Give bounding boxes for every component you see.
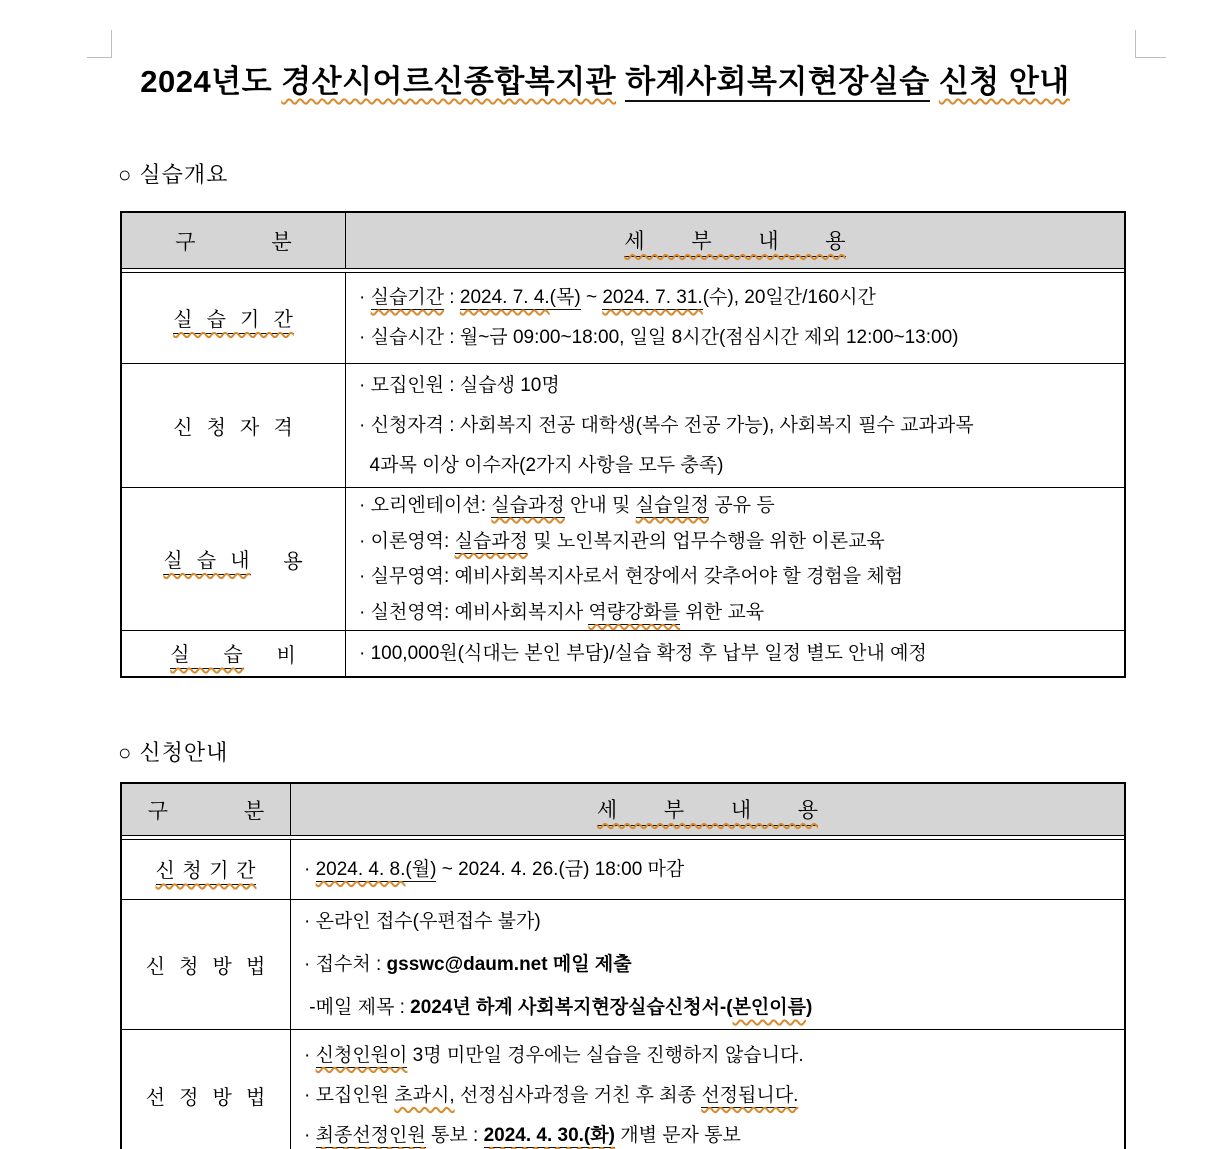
row-content-cell xyxy=(291,1030,1124,1149)
row-content-cell xyxy=(291,900,1124,1029)
content-line xyxy=(359,446,1124,486)
text-segment: (수), 20일간/160시간 xyxy=(702,287,876,308)
table-header-row xyxy=(122,213,1124,269)
text-segment: ) xyxy=(806,997,813,1018)
text-segment: 2024년 하계 사회복지현장실습신청서-( xyxy=(410,997,733,1018)
text-segment: · 실습시간 : 월~금 09:00~18:00, 일일 8시간(점심시간 제외 12:00~13:00) xyxy=(359,327,959,348)
table-row xyxy=(122,839,1124,899)
table-row xyxy=(122,363,1124,487)
header-col1-cell xyxy=(122,784,291,835)
text-segment: 2024. 4. 8. xyxy=(315,858,406,880)
text-segment: 안내 및 xyxy=(564,495,636,516)
content-line xyxy=(359,318,1124,358)
text-segment: 비 xyxy=(243,645,297,667)
text-segment: 구 분 xyxy=(147,799,265,823)
text-segment: 최종선정인원 xyxy=(315,1124,426,1146)
page-margin-mark-right xyxy=(1135,30,1166,58)
row-content-cell xyxy=(291,840,1124,899)
text-segment: 신 청 방 법 xyxy=(145,956,267,978)
content-line xyxy=(359,524,1124,560)
content-line xyxy=(304,1036,1124,1076)
text-segment: 통보 : xyxy=(425,1124,484,1146)
table-row xyxy=(122,487,1124,630)
text-segment: 실습일정 xyxy=(635,495,710,516)
section-heading-overview: ○ 실습개요 xyxy=(118,162,229,187)
text-segment: 실 습 xyxy=(170,638,243,669)
text-segment: 2024. 7. 4. xyxy=(459,287,550,308)
text-segment: 용 xyxy=(250,550,304,573)
text-segment: 선정됩니다. xyxy=(701,1084,799,1106)
content-line xyxy=(359,488,1124,524)
text-segment xyxy=(616,64,625,99)
table-row xyxy=(122,272,1124,363)
text-segment: · 오리엔테이션: xyxy=(359,495,492,516)
row-label-cell xyxy=(122,1030,291,1149)
text-segment: · xyxy=(304,1044,316,1066)
text-segment: 구 분 xyxy=(175,230,292,254)
text-segment: 실습과정 xyxy=(491,495,565,516)
text-segment: 공유 등 xyxy=(709,495,775,516)
text-segment: 3명 미만일 경우에는 실습을 진행하지 않습니다. xyxy=(407,1044,804,1066)
row-label-cell xyxy=(122,364,346,487)
table-row xyxy=(122,899,1124,1029)
row-label-cell xyxy=(122,273,346,363)
application-table xyxy=(120,782,1126,1149)
text-segment: 실 습 내 xyxy=(163,544,250,575)
header-col2-cell xyxy=(291,784,1124,835)
page-margin-mark-left xyxy=(87,30,112,58)
content-line xyxy=(304,850,1124,890)
row-label-cell xyxy=(122,631,346,676)
text-segment: : xyxy=(444,287,460,308)
text-segment: 초과시, xyxy=(394,1084,455,1106)
header-col1-cell xyxy=(122,213,346,268)
text-segment: 선정심사과정을 거친 후 최종 xyxy=(454,1084,702,1106)
text-segment: 역량강화를 xyxy=(588,601,681,623)
text-segment: · 100,000원(식대는 본인 부담)/실습 확정 후 납부 일정 별도 안내 예정 xyxy=(359,642,927,664)
content-line xyxy=(359,595,1124,631)
content-line xyxy=(304,1116,1124,1149)
text-segment: 실습과정 xyxy=(454,530,529,552)
text-segment: · xyxy=(304,858,316,880)
text-segment: 신청 안내 xyxy=(938,64,1070,99)
content-line xyxy=(359,559,1124,595)
text-segment: 본인이름 xyxy=(732,997,806,1018)
text-segment: 세 부 내 용 xyxy=(624,225,845,257)
page-title xyxy=(0,56,1210,101)
text-segment: · 신청자격 : 사회복지 전공 대학생(복수 전공 가능), 사회복지 필수 교과과목 xyxy=(359,414,974,436)
text-segment: · xyxy=(304,1124,316,1146)
header-col2-cell xyxy=(346,213,1124,268)
text-segment: · 실무영역: 예비사회복지사로서 현장에서 갖추어야 할 경험을 체험 xyxy=(359,566,904,587)
text-segment: · 모집인원 : 실습생 10명 xyxy=(359,374,560,396)
text-segment: 개별 문자 통보 xyxy=(614,1124,741,1146)
overview-table xyxy=(120,211,1126,678)
text-segment: · 접수처 : xyxy=(304,954,387,975)
text-segment: 4과목 이상 이수자(2가지 사항을 모두 충족) xyxy=(359,454,724,476)
section-heading-application: ○ 신청안내 xyxy=(118,740,229,765)
row-label-cell xyxy=(122,488,346,630)
row-content-cell xyxy=(346,364,1124,487)
row-content-cell xyxy=(346,488,1124,630)
text-segment: 2024. 7. 31. xyxy=(602,287,703,308)
table-row xyxy=(122,630,1124,676)
text-segment: (목) xyxy=(549,287,581,308)
text-segment: · 온라인 접수(우편접수 불가) xyxy=(304,911,541,932)
content-line xyxy=(304,943,1124,986)
text-segment: 신 청 기 간 xyxy=(156,854,257,885)
text-segment: 경산시어르신종합복지관 xyxy=(281,64,617,99)
text-segment: · 실천영역: 예비사회복지사 xyxy=(359,601,589,623)
content-line xyxy=(359,278,1124,318)
row-content-cell xyxy=(346,631,1124,676)
content-line xyxy=(304,986,1124,1029)
text-segment: 하계사회복지현장실습 xyxy=(625,64,929,102)
text-segment: -메일 제목 : xyxy=(304,997,411,1018)
row-label-cell xyxy=(122,840,291,899)
text-segment: (월) xyxy=(405,858,437,880)
row-label-cell xyxy=(122,900,291,1029)
text-segment: · xyxy=(359,287,371,308)
text-segment xyxy=(930,64,939,99)
text-segment: 위한 교육 xyxy=(680,601,765,623)
text-segment: ~ xyxy=(580,287,603,308)
text-segment: 2024. 4. 30.(화) xyxy=(483,1124,615,1146)
text-segment: 신 청 자 격 xyxy=(173,417,294,439)
text-segment: 실습기간 xyxy=(370,287,445,308)
text-segment: gsswc@daum.net 메일 제출 xyxy=(386,954,632,975)
text-segment: 세 부 내 용 xyxy=(597,794,818,826)
text-segment: · 모집인원 xyxy=(304,1084,395,1106)
row-content-cell xyxy=(346,273,1124,363)
text-segment: 및 노인복지관의 업무수행을 위한 이론교육 xyxy=(528,530,885,552)
text-segment: 신청인원이 xyxy=(315,1044,408,1066)
table-row xyxy=(122,1029,1124,1149)
content-line xyxy=(304,900,1124,943)
content-line xyxy=(304,1076,1124,1116)
text-segment: 2024년도 xyxy=(140,64,282,99)
text-segment: · 이론영역: xyxy=(359,530,455,552)
content-line xyxy=(359,366,1124,406)
content-line xyxy=(359,634,1124,674)
table-header-row xyxy=(122,784,1124,836)
content-line xyxy=(359,406,1124,446)
text-segment: 실 습 기 간 xyxy=(173,303,294,334)
text-segment: 선 정 방 법 xyxy=(145,1087,267,1109)
text-segment: ~ 2024. 4. 26.(금) 18:00 마감 xyxy=(436,858,685,880)
